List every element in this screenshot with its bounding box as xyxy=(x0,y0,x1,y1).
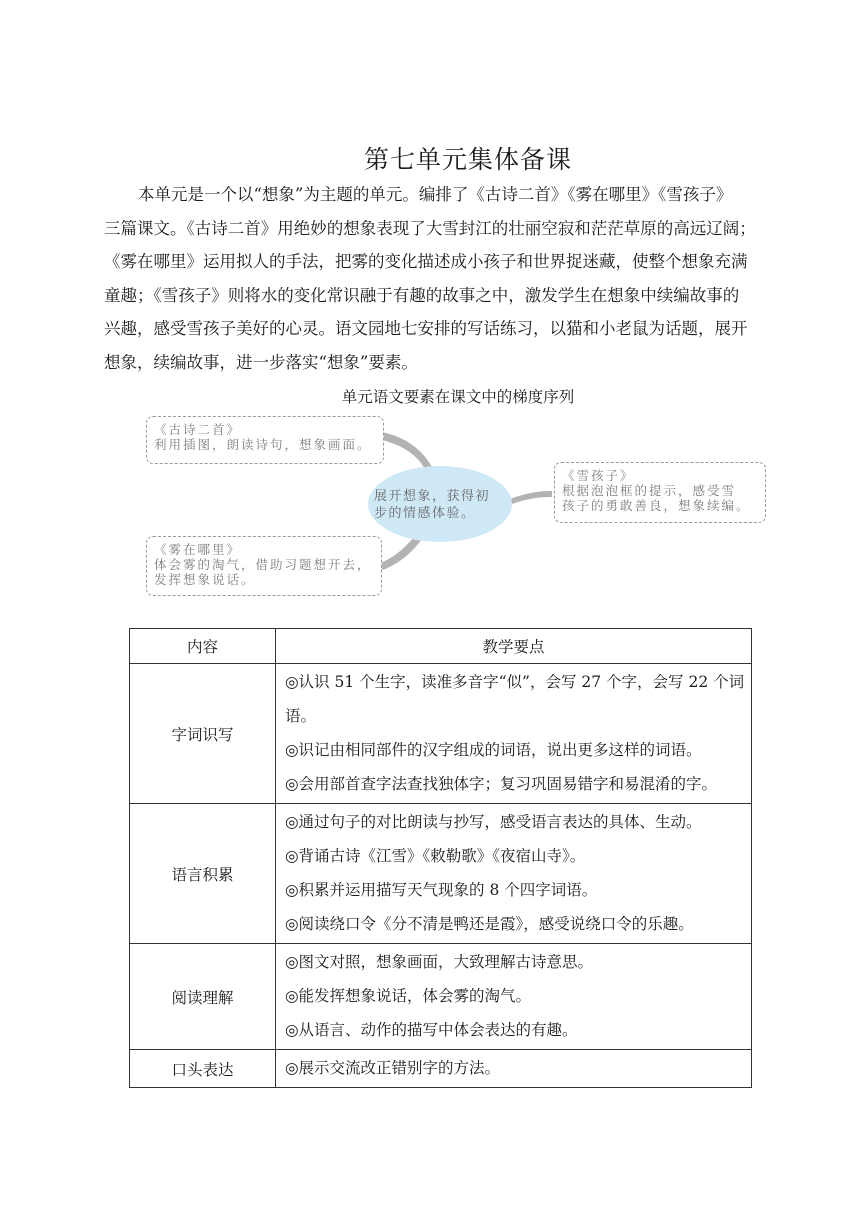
branch-title: 《雾在哪里》 xyxy=(154,542,242,557)
table-header-row xyxy=(130,629,752,664)
mind-map-caption: 单元语文要素在课文中的梯度序列 xyxy=(341,388,575,406)
table-row xyxy=(130,1050,752,1088)
intro-line: 三篇课文。《古诗二首》用绝妙的想象表现了大雪封江的壮丽空寂和茫茫草原的高远辽阔； xyxy=(104,218,756,238)
point-item: ◎阅读绕口令《分不清是鸭还是霞》，感受说绕口令的乐趣。 xyxy=(285,915,694,933)
point-item: ◎积累并运用描写天气现象的 8 个四字词语。 xyxy=(285,881,598,899)
intro-line: 兴趣，感受雪孩子美好的心灵。语文园地七安排的写话练习，以猫和小老鼠为话题，展开 xyxy=(104,319,748,338)
point-item: ◎会用部首查字法查找独体字；复习巩固易错字和易混淆的字。 xyxy=(285,775,718,793)
branch-box-wu xyxy=(146,536,382,596)
row-points xyxy=(276,804,752,944)
branch-box-gushi xyxy=(146,416,384,464)
branch-box-xue xyxy=(554,462,766,523)
branch-text: 根据泡泡框的提示，感受雪 xyxy=(562,483,737,498)
row-category: 口头表达 xyxy=(130,1050,276,1088)
point-item: ◎从语言、动作的描写中体会表达的有趣。 xyxy=(285,1021,578,1039)
intro-paragraph xyxy=(104,178,780,379)
branch-text: 孩子的勇敢善良，想象续编。 xyxy=(562,498,751,513)
row-category: 字词识写 xyxy=(130,664,276,804)
intro-line: 想象，续编故事，进一步落实“想象”要素。 xyxy=(104,352,418,372)
page-title: 第七单元集体备课 xyxy=(363,145,572,174)
intro-line: 《雾在哪里》运用拟人的手法，把雾的变化描述成小孩子和世界捉迷藏，使整个想象充满 xyxy=(104,252,748,271)
point-item: ◎通过句子的对比朗读与抄写，感受语言表达的具体、生动。 xyxy=(285,813,702,831)
table-row xyxy=(130,664,752,804)
header-content: 内容 xyxy=(130,629,276,664)
point-item: ◎能发挥想象说话，体会雾的淘气。 xyxy=(285,987,532,1005)
point-item: ◎背诵古诗《江雪》《敕勒歌》《夜宿山寺》。 xyxy=(285,847,586,865)
table-row xyxy=(130,944,752,1050)
row-category: 语言积累 xyxy=(130,804,276,944)
point-item: ◎识记由相同部件的汉字组成的词语，说出更多这样的词语。 xyxy=(285,741,702,759)
table-row xyxy=(130,804,752,944)
branch-text: 发挥想象说话。 xyxy=(154,572,256,587)
center-text-line: 展开想象，获得初 xyxy=(374,489,491,504)
point-item: ◎认识 51 个生字，读准多音字“似”，会写 27 个字，会写 22 个词语。 xyxy=(285,673,745,725)
connector-right xyxy=(510,491,552,504)
row-points xyxy=(276,944,752,1050)
point-item: ◎图文对照，想象画面，大致理解古诗意思。 xyxy=(285,953,594,971)
teaching-points-table xyxy=(129,628,752,1088)
connector-top-left xyxy=(382,432,432,471)
center-text-line: 步的情感体验。 xyxy=(374,506,476,521)
intro-line: 童趣；《雪孩子》则将水的变化常识融于有趣的故事之中，激发学生在想象中续编故事的 xyxy=(104,285,740,305)
center-bubble-text xyxy=(374,488,514,522)
row-points xyxy=(276,664,752,804)
branch-text: 体会雾的淘气，借助习题想开去， xyxy=(154,557,372,572)
row-points xyxy=(276,1050,752,1088)
row-category: 阅读理解 xyxy=(130,944,276,1050)
point-item: ◎展示交流改正错别字的方法。 xyxy=(285,1059,501,1077)
branch-title: 《古诗二首》 xyxy=(154,422,242,437)
branch-text: 利用插图，朗读诗句，想象画面。 xyxy=(154,437,372,452)
header-teaching-points: 教学要点 xyxy=(276,629,752,664)
branch-title: 《雪孩子》 xyxy=(562,468,635,483)
intro-line: 本单元是一个以“想象”为主题的单元。编排了《古诗二首》《雾在哪里》《雪孩子》 xyxy=(138,185,733,204)
